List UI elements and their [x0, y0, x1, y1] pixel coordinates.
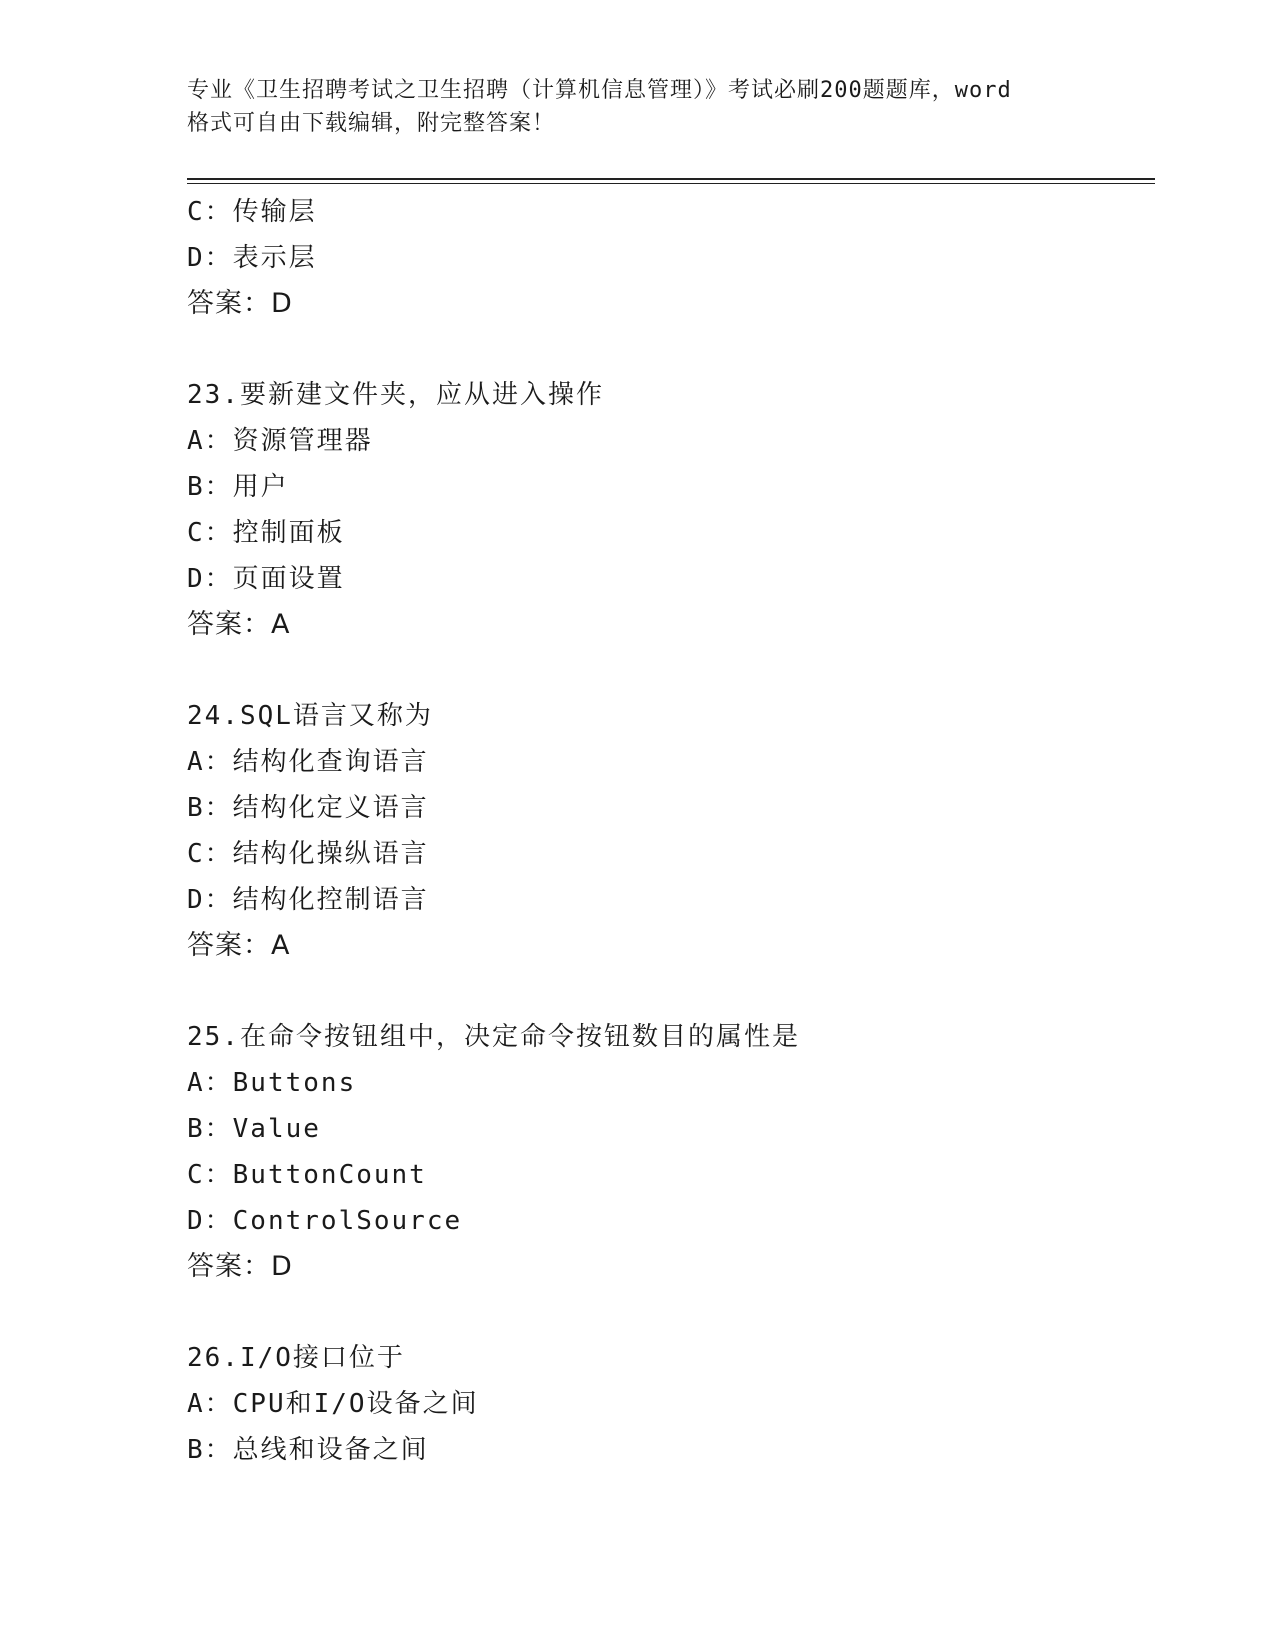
option-d: D：ControlSource	[187, 1206, 463, 1236]
option-b: B：用户	[187, 472, 289, 502]
answer: 答案：D	[187, 1251, 293, 1282]
question-25	[187, 1014, 1155, 1290]
spacer	[187, 969, 1155, 1014]
question-23	[187, 372, 1155, 648]
header-divider	[187, 178, 1155, 184]
option-c: C：传输层	[187, 197, 317, 227]
option-a: A：Buttons	[187, 1068, 357, 1098]
option-d: D：页面设置	[187, 564, 345, 594]
header-line-2: 格式可自由下载编辑，附完整答案！	[187, 111, 556, 136]
option-a: A：结构化查询语言	[187, 747, 429, 777]
option-a: A：资源管理器	[187, 426, 373, 456]
question-22-partial	[187, 189, 1155, 327]
question-stem: 23.要新建文件夹，应从进入操作	[187, 380, 604, 410]
document-header	[187, 74, 1107, 140]
question-list	[187, 189, 1155, 1473]
option-b: B：结构化定义语言	[187, 793, 429, 823]
option-d: D：结构化控制语言	[187, 885, 429, 915]
option-c: C：结构化操纵语言	[187, 839, 429, 869]
question-stem: 26.I/O接口位于	[187, 1343, 405, 1373]
option-b: B：总线和设备之间	[187, 1435, 429, 1465]
header-line-1: 专业《卫生招聘考试之卫生招聘（计算机信息管理）》考试必刷200题题库，word	[187, 78, 1012, 103]
question-stem: 25.在命令按钮组中，决定命令按钮数目的属性是	[187, 1022, 800, 1052]
option-c: C：控制面板	[187, 518, 345, 548]
option-a: A：CPU和I/O设备之间	[187, 1389, 479, 1419]
spacer	[187, 648, 1155, 693]
answer: 答案：A	[187, 930, 291, 961]
question-stem: 24.SQL语言又称为	[187, 701, 433, 731]
answer: 答案：A	[187, 609, 291, 640]
option-b: B：Value	[187, 1114, 321, 1144]
option-d: D：表示层	[187, 243, 317, 273]
question-26	[187, 1335, 1155, 1473]
answer: 答案：D	[187, 288, 293, 319]
question-24	[187, 693, 1155, 969]
spacer	[187, 1290, 1155, 1335]
spacer	[187, 327, 1155, 372]
option-c: C：ButtonCount	[187, 1160, 427, 1190]
